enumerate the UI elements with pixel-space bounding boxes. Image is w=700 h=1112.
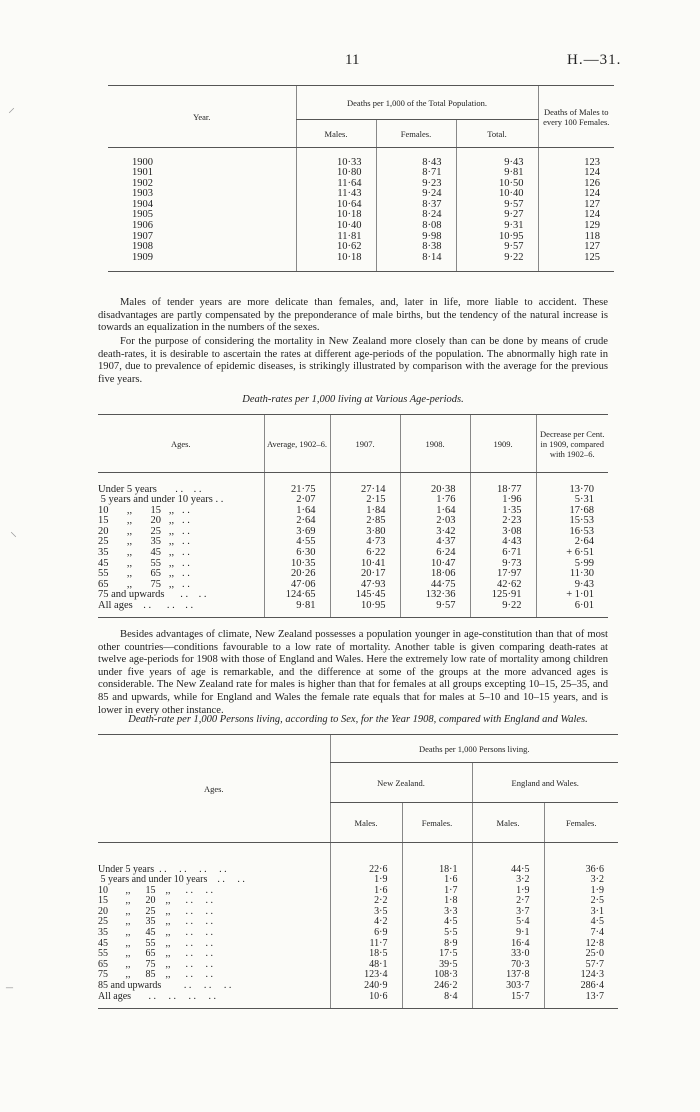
table-cell: 21·75 <box>264 485 330 496</box>
row-label: 65 ,, 75 ,, . . <box>98 578 190 590</box>
table-cell: 9·57 <box>456 200 538 211</box>
table-cell: 1·84 <box>330 506 400 517</box>
table-cell: 2·5 <box>544 896 618 907</box>
row-label: 45 ,, 55 ,, . . . . <box>98 937 213 949</box>
table-cell: 124·3 <box>544 970 618 981</box>
table-cell: 10·40 <box>296 221 376 232</box>
table-cell: 3·5 <box>330 907 402 918</box>
row-label: 25 ,, 35 ,, . . . . <box>98 916 213 928</box>
table-cell: 15·7 <box>472 992 544 1003</box>
row-label: 20 ,, 25 ,, . . <box>98 525 190 537</box>
table-cell: 13·7 <box>544 992 618 1003</box>
table3-caption: Death-rate per 1,000 Persons living, according to Sex, for the Year 1908, compared with England and Wales. <box>128 714 588 725</box>
table-cell: 16·4 <box>472 939 544 950</box>
row-label: 65 ,, 75 ,, . . . . <box>98 958 213 970</box>
table-cell: 5·31 <box>536 495 608 506</box>
col-ew-males-header: Males. <box>472 803 544 843</box>
age-period-deathrate-table <box>98 414 608 618</box>
table-cell: 11·30 <box>536 569 608 580</box>
table-cell: 9·1 <box>472 928 544 939</box>
table-cell: 124 <box>538 210 614 221</box>
table-cell: 9·31 <box>456 221 538 232</box>
table-cell: 124·65 <box>264 590 330 601</box>
row-label: All ages . . . . . . <box>98 600 194 612</box>
table-cell: 10·35 <box>264 559 330 570</box>
table-cell: 4·73 <box>330 537 400 548</box>
table-cell: 1·7 <box>402 886 472 897</box>
table-cell: 6·01 <box>536 601 608 612</box>
table-cell: 5·99 <box>536 559 608 570</box>
table-cell: 11·81 <box>296 232 376 243</box>
col-ages-header: Ages. <box>98 735 330 843</box>
table-cell: 47·06 <box>264 580 330 591</box>
table-cell: 36·6 <box>544 865 618 876</box>
table-cell: 9·81 <box>456 168 538 179</box>
table-cell: 27·14 <box>330 485 400 496</box>
col-males-header: Males. <box>296 120 376 148</box>
table-cell: 8·14 <box>376 253 456 264</box>
row-label: 1906 <box>132 220 153 232</box>
margin-mark: ⸝ <box>8 101 15 116</box>
table-cell: 4·55 <box>264 537 330 548</box>
table-cell: 303·7 <box>472 981 544 992</box>
row-label: 1902 <box>132 177 153 189</box>
table-cell: 129 <box>538 221 614 232</box>
table-cell: 10·6 <box>330 992 402 1003</box>
table-cell: 125·91 <box>470 590 536 601</box>
page-number: 11 <box>345 52 360 68</box>
table-cell: 8·71 <box>376 168 456 179</box>
table-cell: 2·03 <box>400 516 470 527</box>
table-cell: 125 <box>538 253 614 264</box>
table-cell: 9·57 <box>456 242 538 253</box>
table-cell: 10·47 <box>400 559 470 570</box>
table-cell: 9·23 <box>376 179 456 190</box>
table-cell: 1·76 <box>400 495 470 506</box>
table-cell: 1·9 <box>330 875 402 886</box>
col-nz-females-header: Females. <box>402 803 472 843</box>
table-cell: 3·2 <box>544 875 618 886</box>
table-cell: 10·50 <box>456 179 538 190</box>
row-label: 10 ,, 15 ,, . . <box>98 504 190 516</box>
table-cell: 39·5 <box>402 960 472 971</box>
table-cell: 132·36 <box>400 590 470 601</box>
table-cell: 10·64 <box>296 200 376 211</box>
table-cell: + 6·51 <box>536 548 608 559</box>
table-cell: 108·3 <box>402 970 472 981</box>
table-cell: 8·9 <box>402 939 472 950</box>
table-cell: 2·85 <box>330 516 400 527</box>
table-cell: 124 <box>538 168 614 179</box>
table-cell: 3·80 <box>330 527 400 538</box>
table-cell: 2·7 <box>472 896 544 907</box>
table-cell: 8·37 <box>376 200 456 211</box>
table-cell: 42·62 <box>470 580 536 591</box>
table-cell: 4·43 <box>470 537 536 548</box>
table-cell: 2·64 <box>536 537 608 548</box>
table-cell: 9·27 <box>456 210 538 221</box>
row-label: 15 ,, 20 ,, . . . . <box>98 895 213 907</box>
table-cell: 1·35 <box>470 506 536 517</box>
table-cell: 2·15 <box>330 495 400 506</box>
table-cell: 3·2 <box>472 875 544 886</box>
row-label: 85 and upwards . . . . . . <box>98 980 232 992</box>
paragraph-age-periods: For the purpose of considering the mortality in New Zealand more closely than can be done by means of crude death-rates, it is desirable to ascertain the rates at different age-periods of the population. The abnormally high rate in 1907, due to prevalence of epidemic diseases, is strikingly illustrated by comparison with the average for the previous five years. <box>98 336 608 385</box>
table-cell: 137·8 <box>472 970 544 981</box>
table-cell: 17·68 <box>536 506 608 517</box>
group-header: Deaths per 1,000 of the Total Population. <box>296 86 538 120</box>
row-label: 10 ,, 15 ,, . . . . <box>98 884 213 896</box>
table-cell: 124 <box>538 189 614 200</box>
row-label: 1901 <box>132 167 153 179</box>
col-ew-header: England and Wales. <box>472 763 618 803</box>
table-cell: 8·43 <box>376 158 456 169</box>
table-cell: 11·64 <box>296 179 376 190</box>
col-1907-header: 1907. <box>330 415 400 473</box>
table-cell: 25·0 <box>544 949 618 960</box>
row-label: 1905 <box>132 209 153 221</box>
table-cell: 4·2 <box>330 917 402 928</box>
row-label: 25 ,, 35 ,, . . <box>98 536 190 548</box>
table-cell: 44·75 <box>400 580 470 591</box>
col-ages-header: Ages. <box>98 415 264 473</box>
table-cell: 8·38 <box>376 242 456 253</box>
table-cell: 18·1 <box>402 865 472 876</box>
table-cell: 1·6 <box>330 886 402 897</box>
table-cell: 6·71 <box>470 548 536 559</box>
table-cell: 11·7 <box>330 939 402 950</box>
row-label: 75 and upwards . . . . <box>98 589 207 601</box>
row-label: All ages . . . . . . . . <box>98 990 217 1002</box>
table-cell: 12·8 <box>544 939 618 950</box>
table-cell: 6·24 <box>400 548 470 559</box>
table-cell: 57·7 <box>544 960 618 971</box>
table-cell: 2·2 <box>330 896 402 907</box>
table-cell: 4·5 <box>544 917 618 928</box>
table-cell: 123·4 <box>330 970 402 981</box>
table-cell: 10·18 <box>296 210 376 221</box>
table-cell: 1·8 <box>402 896 472 907</box>
deaths-by-sex-table <box>108 85 614 272</box>
table-cell: 16·53 <box>536 527 608 538</box>
table-row <box>108 253 614 264</box>
table-row <box>98 992 618 1003</box>
table-cell: 3·42 <box>400 527 470 538</box>
table-cell: 2·64 <box>264 516 330 527</box>
row-label: 45 ,, 55 ,, . . <box>98 557 190 569</box>
row-label: 1904 <box>132 198 153 210</box>
col-ew-females-header: Females. <box>544 803 618 843</box>
table-cell: 3·7 <box>472 907 544 918</box>
table-cell: 10·41 <box>330 559 400 570</box>
table-cell: 47·93 <box>330 580 400 591</box>
table-cell: 5·5 <box>402 928 472 939</box>
row-label: Under 5 years . . . . . . . . <box>98 863 227 875</box>
margin-mark: ⸜ <box>10 525 17 540</box>
table-cell: 13·70 <box>536 485 608 496</box>
table-cell: 17·5 <box>402 949 472 960</box>
table-cell: 1·96 <box>470 495 536 506</box>
row-label: 35 ,, 45 ,, . . <box>98 547 190 559</box>
table-cell: 127 <box>538 200 614 211</box>
table-cell: 48·1 <box>330 960 402 971</box>
paragraph-sex-mortality: Males of tender years are more delicate than females, and, later in life, more liable to accident. These disadvantages are partly compensated by the preponderance of male births, but the tendency of the natural increase is towards an equalization in the numbers of the sexes. <box>98 297 608 334</box>
row-label: 75 ,, 85 ,, . . . . <box>98 969 213 981</box>
table-cell: 10·18 <box>296 253 376 264</box>
table-cell: 3·3 <box>402 907 472 918</box>
table-cell: 5·4 <box>472 917 544 928</box>
group-header: Deaths per 1,000 Persons living. <box>330 735 618 763</box>
col-nz-header: New Zealand. <box>330 763 472 803</box>
table-cell: 118 <box>538 232 614 243</box>
report-reference: H.—31. <box>567 52 622 68</box>
table-cell: 9·22 <box>470 601 536 612</box>
table-cell: 2·23 <box>470 516 536 527</box>
table-cell: 3·69 <box>264 527 330 538</box>
table-cell: 9·57 <box>400 601 470 612</box>
row-label: 1907 <box>132 230 153 242</box>
table-cell: 1·64 <box>400 506 470 517</box>
table-cell: 18·77 <box>470 485 536 496</box>
table-cell: 4·5 <box>402 917 472 928</box>
table-cell: 10·40 <box>456 189 538 200</box>
row-label: 1909 <box>132 251 153 263</box>
table-cell: 15·53 <box>536 516 608 527</box>
row-label: Under 5 years . . . . <box>98 483 202 495</box>
col-ratio-header: Deaths of Males to every 100 Females. <box>538 86 614 148</box>
table-cell: 22·6 <box>330 865 402 876</box>
table-cell: 3·08 <box>470 527 536 538</box>
table-row <box>98 601 608 612</box>
table-cell: 9·73 <box>470 559 536 570</box>
row-label: 5 years and under 10 years . . <box>98 494 224 506</box>
table-cell: 20·17 <box>330 569 400 580</box>
row-label: 1908 <box>132 241 153 253</box>
paragraph-climate-comparison: Besides advantages of climate, New Zealand possesses a population younger in age-constitution than that of most other countries—conditions favourable to a low rate of mortality. Another table is given comparing death-rates at twelve age-periods for 1908 with those of England and Wales. Here the extremely low rate of mortality among children under five years of age is remarkable, and the difference at some of the groups at the more advanced ages is considerable. The New Zealand rate for males is higher than that for females at all groups excepting 10–15, 25–35, and 85 and upwards, while for England and Wales the female rate equals that for males at 5–10 and 10–15 years, and is lower in every other instance. <box>98 629 608 716</box>
row-label: 15 ,, 20 ,, . . <box>98 515 190 527</box>
row-label: 1903 <box>132 188 153 200</box>
col-avg-header: Average, 1902–6. <box>264 415 330 473</box>
table2-caption: Death-rates per 1,000 living at Various Age-periods. <box>242 394 464 405</box>
row-label: 1900 <box>132 156 153 168</box>
table-cell: 9·98 <box>376 232 456 243</box>
table-cell: 9·81 <box>264 601 330 612</box>
table-cell: 20·38 <box>400 485 470 496</box>
table-cell: 286·4 <box>544 981 618 992</box>
table-cell: 17·97 <box>470 569 536 580</box>
table-cell: 6·22 <box>330 548 400 559</box>
col-1909-header: 1909. <box>470 415 536 473</box>
table-cell: 11·43 <box>296 189 376 200</box>
table-cell: 18·06 <box>400 569 470 580</box>
table-cell: 70·3 <box>472 960 544 971</box>
col-decrease-header: Decrease per Cent. in 1909, compared with 1902–6. <box>536 415 608 473</box>
table-cell: 6·30 <box>264 548 330 559</box>
table-cell: 126 <box>538 179 614 190</box>
table-cell: 2·07 <box>264 495 330 506</box>
row-label: 55 ,, 65 ,, . . <box>98 568 190 580</box>
table-cell: 10·95 <box>456 232 538 243</box>
table-cell: 18·5 <box>330 949 402 960</box>
table-cell: 10·80 <box>296 168 376 179</box>
margin-mark: – <box>6 980 13 995</box>
table-cell: 127 <box>538 242 614 253</box>
col-year-header: Year. <box>108 86 296 148</box>
table-cell: 145·45 <box>330 590 400 601</box>
table-cell: 10·62 <box>296 242 376 253</box>
row-label: 35 ,, 45 ,, . . . . <box>98 927 213 939</box>
table-cell: 1·6 <box>402 875 472 886</box>
table-cell: 10·95 <box>330 601 400 612</box>
table-cell: + 1·01 <box>536 590 608 601</box>
table-cell: 1·9 <box>472 886 544 897</box>
table-cell: 6·9 <box>330 928 402 939</box>
table-cell: 10·33 <box>296 158 376 169</box>
table-cell: 246·2 <box>402 981 472 992</box>
table-cell: 8·08 <box>376 221 456 232</box>
table-cell: 33·0 <box>472 949 544 960</box>
table-cell: 9·22 <box>456 253 538 264</box>
table-cell: 4·37 <box>400 537 470 548</box>
table-cell: 9·24 <box>376 189 456 200</box>
table-cell: 20·26 <box>264 569 330 580</box>
col-females-header: Females. <box>376 120 456 148</box>
row-label: 55 ,, 65 ,, . . . . <box>98 948 213 960</box>
table-cell: 1·9 <box>544 886 618 897</box>
table-cell: 9·43 <box>456 158 538 169</box>
col-total-header: Total. <box>456 120 538 148</box>
row-label: 20 ,, 25 ,, . . . . <box>98 905 213 917</box>
table-cell: 1·64 <box>264 506 330 517</box>
table-cell: 7·4 <box>544 928 618 939</box>
row-label: 5 years and under 10 years . . . . <box>98 874 245 886</box>
table-cell: 3·1 <box>544 907 618 918</box>
col-nz-males-header: Males. <box>330 803 402 843</box>
table-cell: 8·4 <box>402 992 472 1003</box>
table-cell: 44·5 <box>472 865 544 876</box>
nz-vs-england-table <box>98 734 618 1009</box>
table-cell: 123 <box>538 158 614 169</box>
table-cell: 240·9 <box>330 981 402 992</box>
table-cell: 9·43 <box>536 580 608 591</box>
col-1908-header: 1908. <box>400 415 470 473</box>
table-cell: 8·24 <box>376 210 456 221</box>
